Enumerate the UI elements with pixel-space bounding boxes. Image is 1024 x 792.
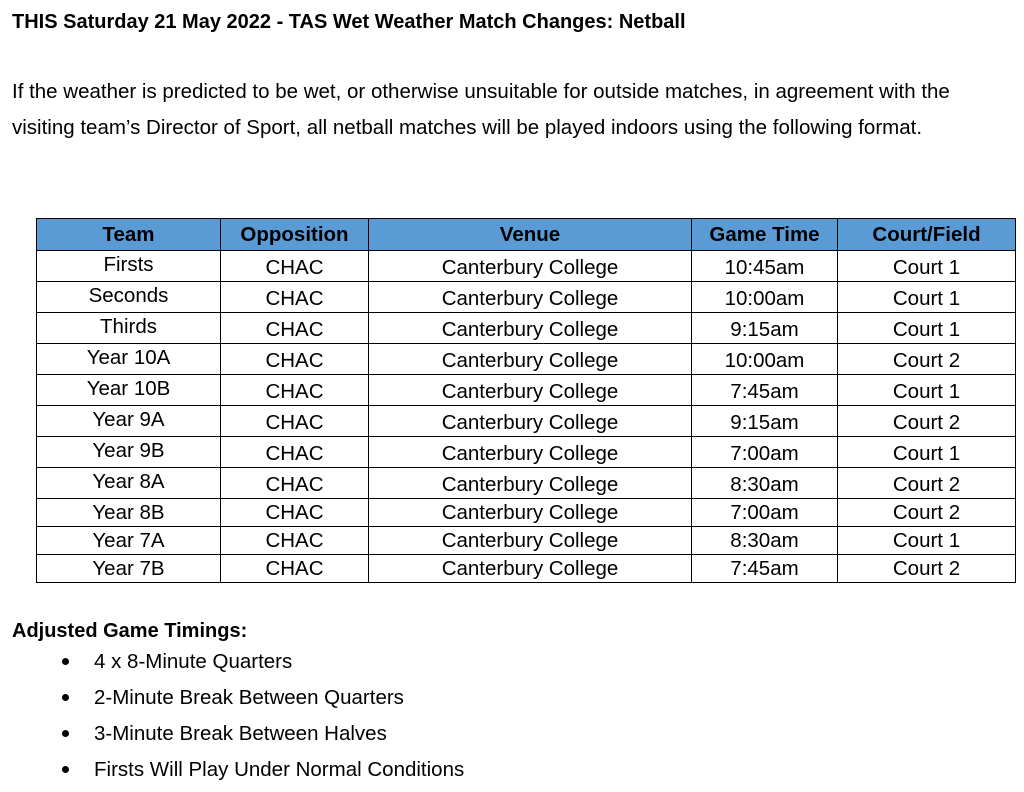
court-cell: Court 2 [838,555,1016,583]
game-time-cell: 8:30am [692,468,838,499]
opposition-cell: CHAC [221,499,369,527]
table-row [37,437,1016,468]
team-cell: Firsts [37,251,221,282]
table-row [37,527,1016,555]
table-row [37,555,1016,583]
venue-cell: Canterbury College [369,251,692,282]
game-time-cell: 7:00am [692,499,838,527]
team-cell: Seconds [37,282,221,313]
game-time-cell: 7:00am [692,437,838,468]
game-time-cell: 7:45am [692,555,838,583]
bullet-icon [62,730,69,737]
game-time-cell: 10:00am [692,344,838,375]
venue-cell: Canterbury College [369,527,692,555]
list-item-text: 4 x 8-Minute Quarters [94,650,293,673]
court-cell: Court 1 [838,313,1016,344]
team-cell: Year 10B [37,375,221,406]
table-row [37,468,1016,499]
venue-cell: Canterbury College [369,344,692,375]
court-cell: Court 2 [838,344,1016,375]
venue-cell: Canterbury College [369,499,692,527]
venue-cell: Canterbury College [369,282,692,313]
court-cell: Court 2 [838,406,1016,437]
venue-cell: Canterbury College [369,406,692,437]
venue-cell: Canterbury College [369,555,692,583]
table-body [37,251,1016,583]
court-cell: Court 1 [838,375,1016,406]
game-time-cell: 7:45am [692,375,838,406]
team-cell: Year 7A [37,527,221,555]
column-header-team: Team [37,219,221,251]
column-header-court-field: Court/Field [838,219,1016,251]
table-header-row [37,219,1016,251]
opposition-cell: CHAC [221,375,369,406]
venue-cell: Canterbury College [369,375,692,406]
table-row [37,313,1016,344]
table-row [37,406,1016,437]
team-cell: Thirds [37,313,221,344]
opposition-cell: CHAC [221,527,369,555]
list-item-text: Firsts Will Play Under Normal Conditions [94,758,465,781]
table-row [37,499,1016,527]
match-schedule-table [36,218,1016,583]
opposition-cell: CHAC [221,251,369,282]
list-item [0,718,464,754]
intro-paragraph: If the weather is predicted to be wet, or otherwise unsuitable for outside matches, in agreement with the visiting team’s Director of Sport, all netball matches will be played indoors using the following format. [12,80,950,139]
court-cell: Court 2 [838,499,1016,527]
bullet-icon [62,658,69,665]
game-time-cell: 9:15am [692,313,838,344]
bullet-icon [62,694,69,701]
column-header-game-time: Game Time [692,219,838,251]
list-item-text: 2-Minute Break Between Quarters [94,686,404,709]
venue-cell: Canterbury College [369,313,692,344]
court-cell: Court 2 [838,468,1016,499]
court-cell: Court 1 [838,437,1016,468]
table-row [37,251,1016,282]
team-cell: Year 7B [37,555,221,583]
team-cell: Year 8B [37,499,221,527]
venue-cell: Canterbury College [369,437,692,468]
timings-heading: Adjusted Game Timings: [12,620,248,642]
court-cell: Court 1 [838,527,1016,555]
column-header-venue: Venue [369,219,692,251]
team-cell: Year 10A [37,344,221,375]
team-cell: Year 8A [37,468,221,499]
team-cell: Year 9B [37,437,221,468]
opposition-cell: CHAC [221,555,369,583]
column-header-opposition: Opposition [221,219,369,251]
court-cell: Court 1 [838,282,1016,313]
team-cell: Year 9A [37,406,221,437]
list-item [0,646,464,682]
opposition-cell: CHAC [221,437,369,468]
game-time-cell: 9:15am [692,406,838,437]
game-time-cell: 10:00am [692,282,838,313]
list-item-text: 3-Minute Break Between Halves [94,722,387,745]
table-row [37,375,1016,406]
game-time-cell: 10:45am [692,251,838,282]
court-cell: Court 1 [838,251,1016,282]
list-item [0,754,464,790]
table-row [37,282,1016,313]
list-item [0,682,464,718]
opposition-cell: CHAC [221,406,369,437]
timings-list [0,646,464,790]
bullet-icon [62,766,69,773]
venue-cell: Canterbury College [369,468,692,499]
opposition-cell: CHAC [221,313,369,344]
opposition-cell: CHAC [221,282,369,313]
table-row [37,344,1016,375]
opposition-cell: CHAC [221,344,369,375]
opposition-cell: CHAC [221,468,369,499]
document-title: THIS Saturday 21 May 2022 - TAS Wet Weather Match Changes: Netball [12,11,686,33]
game-time-cell: 8:30am [692,527,838,555]
